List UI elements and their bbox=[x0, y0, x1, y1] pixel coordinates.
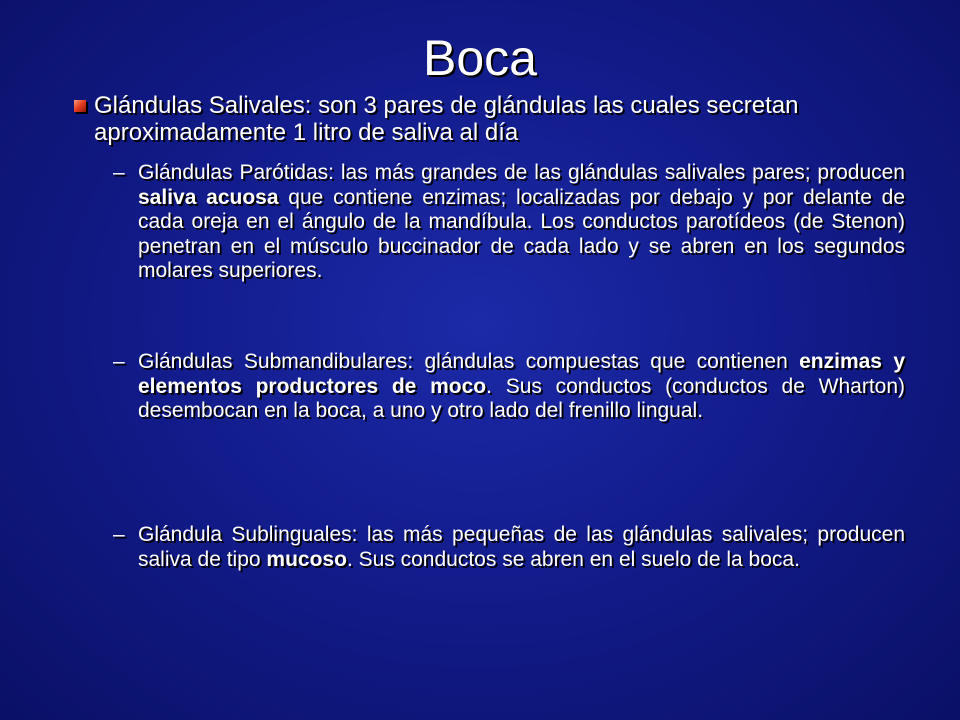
sub-item-text-end: que contiene enzimas; localizadas por debajo y por delante de cada oreja en el ángulo de la mandíbula. Los conductos parotídeos (de Stenon) penetran en el músculo buccinador de cada lado y se abren en los segundos molares superiores. bbox=[138, 185, 905, 282]
sub-item-text-end: . Sus conductos se abren en el suelo de la boca. bbox=[346, 547, 800, 571]
dash-marker: – bbox=[113, 523, 125, 546]
main-bullet-text: Glándulas Salivales: son 3 pares de glándulas las cuales secretan aproximadamente 1 litro de saliva al día bbox=[94, 92, 799, 146]
sub-item-submandibulares bbox=[113, 350, 905, 424]
dash-marker: – bbox=[113, 161, 125, 184]
sub-item-text bbox=[138, 161, 905, 284]
sub-item-emphasis: mucoso bbox=[266, 547, 347, 571]
main-bullet bbox=[74, 92, 914, 146]
sub-item-sublinguales bbox=[113, 523, 905, 572]
red-square-bullet-icon bbox=[74, 100, 86, 112]
sub-item-emphasis: saliva acuosa bbox=[138, 185, 279, 209]
dash-marker: – bbox=[113, 350, 125, 373]
sub-item-text-end: . Sus conductos (conductos de Wharton) desembocan en la boca, a uno y otro lado del frenillo lingual. bbox=[138, 374, 906, 422]
sub-item-text-start: Glándula Sublinguales: las más pequeñas de las glándulas salivales; producen saliva de tipo bbox=[138, 523, 905, 571]
sub-item-text-start: Glándulas Submandibulares: glándulas compuestas que contienen bbox=[138, 350, 800, 373]
sub-item-text bbox=[138, 523, 905, 572]
slide-title: Boca bbox=[423, 30, 537, 86]
sub-item-text-start: Glándulas Parótidas: las más grandes de las glándulas salivales pares; producen bbox=[138, 161, 905, 184]
sub-item-emphasis: enzimas y elementos productores de moco bbox=[138, 350, 905, 398]
sub-item-parotidas bbox=[113, 161, 905, 284]
sub-item-text bbox=[138, 350, 905, 424]
